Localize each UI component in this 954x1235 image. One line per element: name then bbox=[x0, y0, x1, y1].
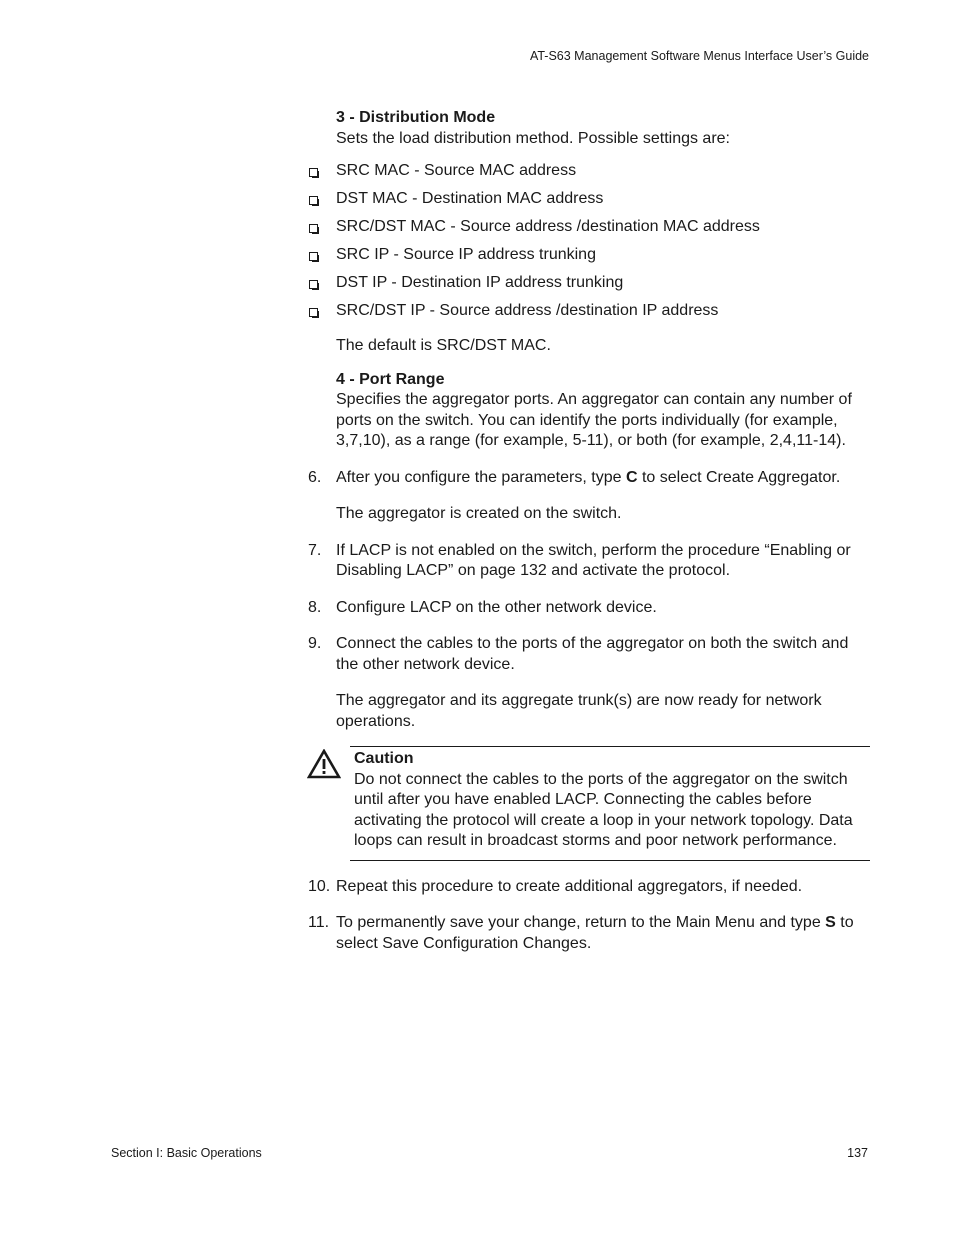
caution-body: Do not connect the cables to the ports of the aggregator on the switch until after you have enabled LACP. Connecting the cables before activating the protocol will create a loop in your network topology. Data loops can result in broadcast storms and poor network performance. bbox=[354, 770, 853, 849]
checkbox-bullet-icon bbox=[309, 168, 318, 177]
list-item: SRC/DST IP - Source address /destination IP address bbox=[308, 301, 870, 322]
port-range-body: Specifies the aggregator ports. An aggregator can contain any number of ports on the switch. You can identify the ports individually (for example, 3,7,10), as a range (for example, 5-11), or both (for example, 2,4,11-14). bbox=[336, 391, 852, 449]
port-range-heading: 4 - Port Range bbox=[336, 370, 445, 388]
step-8: 8. Configure LACP on the other network device. bbox=[308, 598, 657, 616]
checkbox-bullet-icon bbox=[309, 196, 318, 205]
running-header: AT-S63 Management Software Menus Interface User’s Guide bbox=[529, 49, 869, 63]
distribution-mode-heading: 3 - Distribution Mode bbox=[336, 109, 496, 126]
checkbox-bullet-icon bbox=[309, 252, 318, 261]
checkbox-bullet-icon bbox=[309, 280, 318, 289]
step-7: 7. If LACP is not enabled on the switch, perform the procedure “Enabling or Disabling LACP” on page 132 and activate the protocol. bbox=[308, 541, 851, 579]
caution-box bbox=[350, 746, 870, 861]
step-10: 10. Repeat this procedure to create additional aggregators, if needed. bbox=[308, 877, 803, 895]
step-6: 6. After you configure the parameters, type C to select Create Aggregator. bbox=[308, 468, 841, 486]
checkbox-bullet-icon bbox=[309, 224, 318, 233]
page-content bbox=[308, 108, 870, 954]
distribution-options-list bbox=[336, 161, 870, 322]
caution-title: Caution bbox=[354, 750, 414, 767]
list-item: SRC/DST MAC - Source address /destination MAC address bbox=[308, 217, 870, 238]
warning-triangle-icon bbox=[307, 749, 341, 779]
footer-section: Section I: Basic Operations bbox=[111, 1146, 262, 1160]
distribution-default: The default is SRC/DST MAC. bbox=[336, 337, 551, 354]
list-item: SRC MAC - Source MAC address bbox=[308, 161, 870, 182]
step-9-note: The aggregator and its aggregate trunk(s) are now ready for network operations. bbox=[336, 692, 822, 730]
distribution-mode-intro: Sets the load distribution method. Possible settings are: bbox=[336, 129, 730, 147]
list-item: SRC IP - Source IP address trunking bbox=[308, 245, 870, 266]
list-item: DST IP - Destination IP address trunking bbox=[308, 273, 870, 294]
step-9: 9. Connect the cables to the ports of the aggregator on both the switch and the other network device. bbox=[308, 635, 849, 673]
page-number: 137 bbox=[847, 1146, 868, 1160]
step-6-note: The aggregator is created on the switch. bbox=[336, 505, 622, 522]
checkbox-bullet-icon bbox=[309, 308, 318, 317]
list-item: DST MAC - Destination MAC address bbox=[308, 189, 870, 210]
step-11: 11. To permanently save your change, return to the Main Menu and type S to select Save Configuration Changes. bbox=[308, 914, 854, 952]
